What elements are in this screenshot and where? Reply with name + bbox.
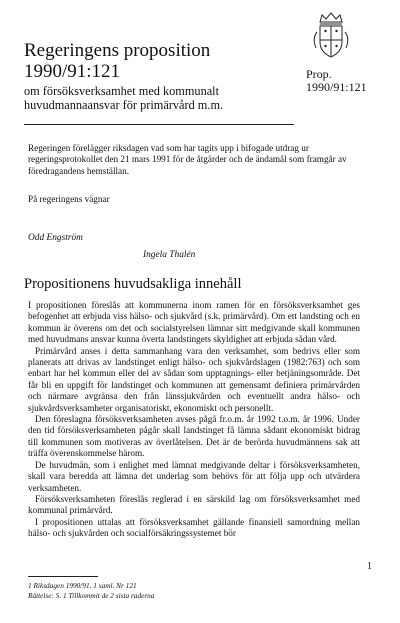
subtitle-line-1: om försöksverksamhet med kommunalt [24, 84, 220, 98]
intro-text: Regeringen förelägger riksdagen vad som har tagits upp i bifogade utdrag ur regeringsprotokollet den 21 mars 1991 för de åtgärder och de ändamål som framgår av föredragandens hemställan. [28, 143, 347, 176]
section-body [28, 300, 360, 540]
proposition-reference [306, 68, 367, 93]
document-title [24, 40, 210, 82]
title-line-2: 1990/91:121 [24, 61, 121, 82]
paragraph-4: De huvudmän, som i enlighet med lämnat medgivande deltar i försöksverksamheten, skall vara beredda att lämna det underlag som behövs för att följa upp och utvärdera verksamheten. [28, 459, 360, 493]
prop-label: Prop. [306, 67, 332, 81]
header-divider [24, 124, 294, 125]
title-line-1: Regeringens proposition [24, 40, 211, 61]
signature-minister-2: Ingela Thalén [143, 250, 196, 260]
paragraph-3: Den föreslagna försöksverksamheten avses pågå fr.o.m. år 1992 t.o.m. år 1996. Under den tid försöksverksamheten pågår skall landstinget få lämna sådant ekonomiskt bidrag till kommunen som motiveras av överlåtelsen. Det är de berörda huvudmännens sak att träffa överenskommelse härom. [28, 414, 360, 459]
subtitle-line-2: huvudmannaansvar för primärvård m.m. [24, 97, 224, 112]
paragraph-1: I propositionen föreslås att kommunerna inom ramen för en försöksverksamhet ges befogenhet att erbjuda viss hälso- och sjukvård (s.k. primärvård). Om ett landsting och en kommun är överens om det och socialstyrelsen lämnar sitt medgivande skall kommunen med huvudmans ansvar kunna överta landstingets skyldighet att erbjuda sådan vård. [28, 300, 360, 345]
document-subtitle [24, 85, 223, 112]
footnote-line-1: 1 Riksdagen 1990/91. 1 saml. Nr 121 [28, 581, 137, 590]
signature-minister-1: Odd Engström [28, 233, 83, 243]
prop-number: 1990/91:121 [306, 79, 367, 94]
footnote-divider [28, 576, 98, 577]
section-heading: Propositionens huvudsakliga innehåll [24, 276, 242, 292]
footnote-line-2: Rättelse: S. 1 Tillkommit de 2 sista raderna [28, 590, 155, 600]
paragraph-5: Försöksverksamheten föreslås reglerad i en särskild lag om försöksverksamhet med kommunal primärvård. [28, 493, 360, 516]
paragraph-6: I propositionen uttalas att försöksverksamhet gällande finansiell samordning mellan hälso- och sjukvården och socialförsäkringssystemet bör [28, 516, 360, 539]
page-number: 1 [367, 561, 372, 572]
on-behalf-line: På regeringens vägnar [28, 194, 110, 204]
footnote [28, 581, 154, 600]
paragraph-2: Primärvård anses i detta sammanhang vara den verksamhet, som bedrivs eller som planerats att drivas av landstinget enligt hälso- och sjukvårdslagen (1982:763) och som enbart har hel kommun eller del av sådan som upptagnings- eller betjäningsområde. Det får bli en uppgift för landstinget och kommunen att gemensamt definiera primärvården och närmare avgränsa den från länssjukvården och eventuellt andra hälso- och sjukvårdsverksamheter organisatoriskt, ekonomiskt och personellt. [28, 345, 360, 413]
coat-of-arms-icon [308, 10, 354, 60]
